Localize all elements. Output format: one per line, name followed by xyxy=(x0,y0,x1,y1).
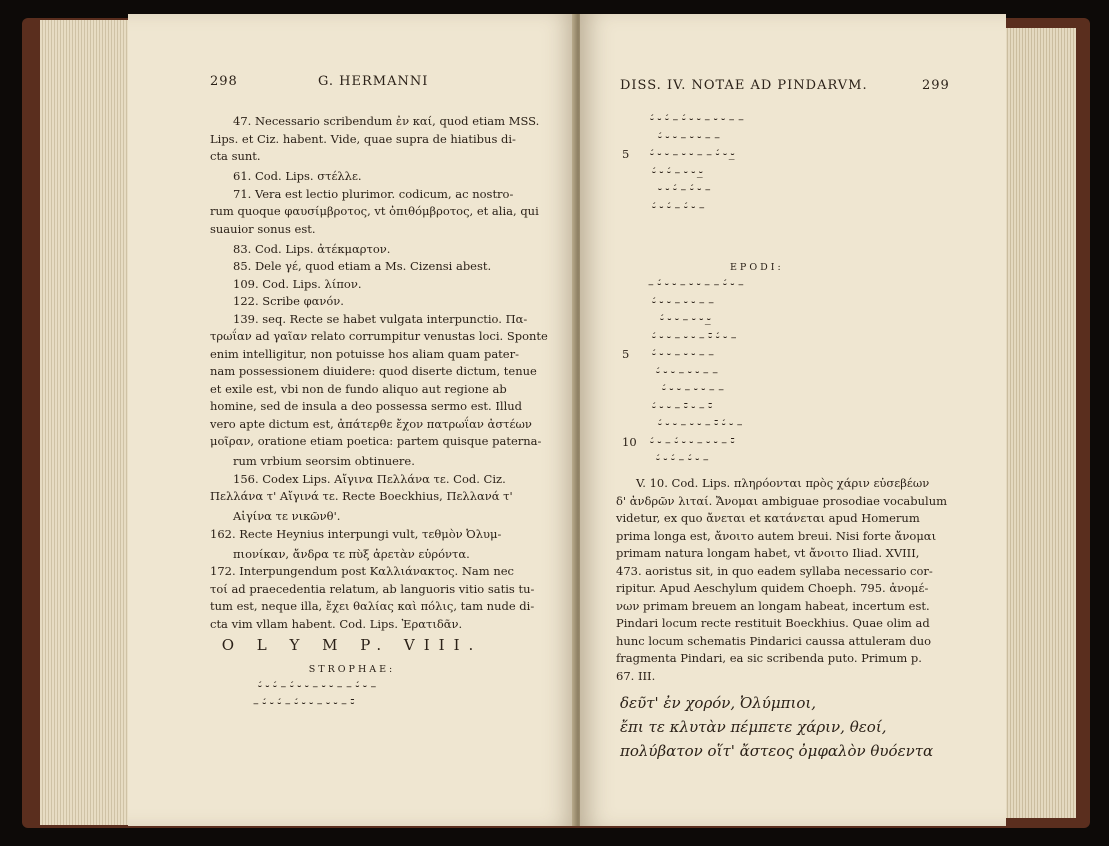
meter-line-number: 10 xyxy=(622,434,637,449)
body-line: 156. Codex Lips. Αἴγινα Πελλάνα τε. Cod. Ciz. xyxy=(233,471,506,486)
strophae-label: STROPHAE: xyxy=(308,664,396,675)
body-line: 47. Necessario scribendum ἐν καί, quod etiam MSS. xyxy=(233,114,540,128)
meter-line: ⏑́ ⏑ ⏑́ – ⏑́ ⏑ ⏑ – ⏑ ⏑ – – ⏑́ ⏑ – xyxy=(258,679,377,693)
right-page-number: 299 xyxy=(922,78,950,93)
epodi-label: EPODI: xyxy=(730,262,784,273)
body-line: cta vim vllam habent. Cod. Lips. Ἐρατιδᾶν. xyxy=(210,616,463,631)
body-line: hunc locum schematis Pindarici caussa attuleram duo xyxy=(616,633,932,648)
meter-line: ⏑́ ⏑ ⏑ – ⏑ ⏑ – – xyxy=(652,294,714,309)
body-line: homine, sed de insula a deo possessa sermo est. Illud xyxy=(210,399,523,413)
body-line: τοί ad praecedentia relatum, ab languoris vitio satis tu- xyxy=(210,581,535,596)
meter-line: ⏑́ ⏑ ⏑ – ⏑ ⏑ – ⏑̄ ⏑́ ⏑ – xyxy=(652,329,737,344)
body-line: 67. III. xyxy=(616,668,656,683)
page-edges-left xyxy=(40,20,130,825)
body-line: 109. Cod. Lips. λίπον. xyxy=(233,276,362,291)
body-line: V. 10. Cod. Lips. πληρόονται πρὸς χάριν εὐσεβέων xyxy=(636,476,930,490)
body-line: πιονίκαν, ἄνδρα τε πὺξ ἀρετὰν εὑρόντα. xyxy=(233,546,470,561)
meter-line: ⏑́ ⏑ ⏑ – ⏑ ⏑ ⏑̲ xyxy=(660,312,711,326)
meter-line: ⏑́ ⏑ ⏑ – ⏑ ⏑ – – xyxy=(652,347,714,361)
meter-line: ⏑́ ⏑ ⏑ – ⏑̄ ⏑ – ⏑̄ xyxy=(652,399,713,414)
body-line: Lips. et Ciz. habent. Vide, quae supra de hiatibus di- xyxy=(210,131,516,146)
body-line: δ' ἀνδρῶν λιταί. Ἄνομαι ambiguae prosodiae vocabulum xyxy=(616,493,948,508)
left-page xyxy=(128,14,576,826)
body-line: videtur, ex quo ἄνεται et κατάνεται apud Homerum xyxy=(616,511,920,525)
meter-line: ⏑́ ⏑ ⏑́ – ⏑́ ⏑ – xyxy=(652,199,705,214)
body-line: tum est, neque illa, ἔχει θαλίας καὶ πόλις, tam nude di- xyxy=(210,599,535,613)
meter-line-number: 5 xyxy=(622,147,630,161)
meter-line: ⏑́ ⏑ ⏑ – ⏑ ⏑ – – xyxy=(658,129,720,144)
meter-line: – ⏑́ ⏑ ⏑ – ⏑ ⏑ – – ⏑́ ⏑ – xyxy=(648,277,744,291)
meter-line: ⏑́ ⏑ ⏑́ – ⏑́ ⏑ – xyxy=(656,452,709,466)
body-line: prima longa est, ἄνοιτο autem breui. Nisi forte ἄνομαι xyxy=(616,528,937,543)
body-line: primam natura longam habet, vt ἄνοιτο Iliad. XVIII, xyxy=(616,546,920,560)
body-line: rum vrbium seorsim obtinuere. xyxy=(233,454,415,468)
meter-line: ⏑́ ⏑ ⏑́ – ⏑́ ⏑ ⏑ – ⏑ ⏑ – – xyxy=(650,112,744,126)
left-page-number: 298 xyxy=(210,74,238,89)
body-line: nam possessionem diuidere: quod diserte dictum, tenue xyxy=(210,364,537,378)
meter-line: ⏑́ ⏑ ⏑́ – ⏑ ⏑ ⏑̲ xyxy=(652,164,703,179)
meter-line: ⏑́ ⏑ ⏑ – ⏑ ⏑ – ⏑̄ ⏑́ ⏑ – xyxy=(658,417,743,431)
body-line: νων primam breuem an longam habeat, incertum est. xyxy=(616,598,930,613)
body-line: 139. seq. Recte se habet vulgata interpunctio. Πα- xyxy=(233,311,528,326)
body-line: rum quoque φαυσίμβροτος, vt ὀπιθόμβροτος, et alia, qui xyxy=(210,204,539,218)
body-line: fragmenta Pindari, ea sic scribenda puto. Primum p. xyxy=(616,651,922,665)
body-line: suauior sonus est. xyxy=(210,221,316,236)
meter-line: ⏑́ ⏑ – ⏑́ ⏑ ⏑ – ⏑ ⏑ – ⏑̄ xyxy=(650,434,735,449)
body-line: et exile est, vbi non de fundo aliquo aut regione ab xyxy=(210,381,507,396)
meter-line: – ⏑́ ⏑ ⏑́ – ⏑́ ⏑ ⏑ – ⏑ ⏑ – ⏑̄ xyxy=(253,696,355,710)
meter-line: ⏑́ ⏑ ⏑ – ⏑ ⏑ – – ⏑́ ⏑ ⏑̲ xyxy=(650,147,735,161)
body-line: ripitur. Apud Aeschylum quidem Choeph. 795. ἀνομέ- xyxy=(616,581,929,595)
meter-line: ⏑ ⏑ ⏑́ – ⏑́ ⏑ – xyxy=(658,182,711,196)
right-running-head: DISS. IV. NOTAE AD PINDARVM. xyxy=(620,78,868,93)
body-line: 83. Cod. Lips. ἀτέκμαρτον. xyxy=(233,241,391,256)
body-line: Pindari locum recte restituit Boeckhius. Quae olim ad xyxy=(616,616,930,630)
body-line: vero apte dictum est, ἀπάτερθε ἔχον πατρωΐαν ἀστέων xyxy=(210,416,532,431)
left-running-head: G. HERMANNI xyxy=(318,74,429,89)
section-title: O L Y M P. VIII. xyxy=(221,636,483,654)
body-line: 71. Vera est lectio plurimor. codicum, ac nostro- xyxy=(233,186,514,201)
body-line: 122. Scribe φανόν. xyxy=(233,294,344,308)
body-line: μοῖραν, oratione etiam poetica: partem quisque paterna- xyxy=(210,434,542,448)
meter-line: ⏑́ ⏑ ⏑ – ⏑ ⏑ – – xyxy=(656,364,718,379)
verse-line: ἔπι τε κλυτὰν πέμπετε χάριν, θεοί, xyxy=(620,718,887,736)
body-line: 61. Cod. Lips. στέλλε. xyxy=(233,169,362,183)
body-line: 172. Interpungendum post Καλλιάνακτος. Nam nec xyxy=(210,564,514,578)
body-line: 473. aoristus sit, in quo eadem syllaba necessario cor- xyxy=(616,563,933,578)
verse-line: πολύβατον οἵτ' ἄστεος ὀμφαλὸν θυόεντα xyxy=(620,742,934,760)
body-line: cta sunt. xyxy=(210,149,261,163)
body-line: 162. Recte Heynius interpungi vult, τεθμὸν Ὀλυμ- xyxy=(210,526,502,541)
meter-line: ⏑́ ⏑ ⏑ – ⏑ ⏑ – – xyxy=(662,382,724,396)
body-line: Αἰγίνα τε νικῶνθ'. xyxy=(233,509,341,523)
body-line: τρωΐαν ad γαῖαν relato corrumpitur venustas loci. Sponte xyxy=(210,329,548,343)
meter-line-number: 5 xyxy=(622,347,630,361)
verse-line: δεῦτ' ἐν χορόν, Ὀλύμπιοι, xyxy=(620,694,817,712)
body-line: 85. Dele γέ, quod etiam a Ms. Cizensi abest. xyxy=(233,259,492,273)
body-line: Πελλάνα τ' Αἴγινά τε. Recte Boeckhius, Πελλανά τ' xyxy=(210,489,513,503)
body-line: enim intelligitur, non potuisse hos aliam quam pater- xyxy=(210,346,519,361)
right-page xyxy=(580,14,1006,826)
page-edges-right xyxy=(1002,28,1076,818)
